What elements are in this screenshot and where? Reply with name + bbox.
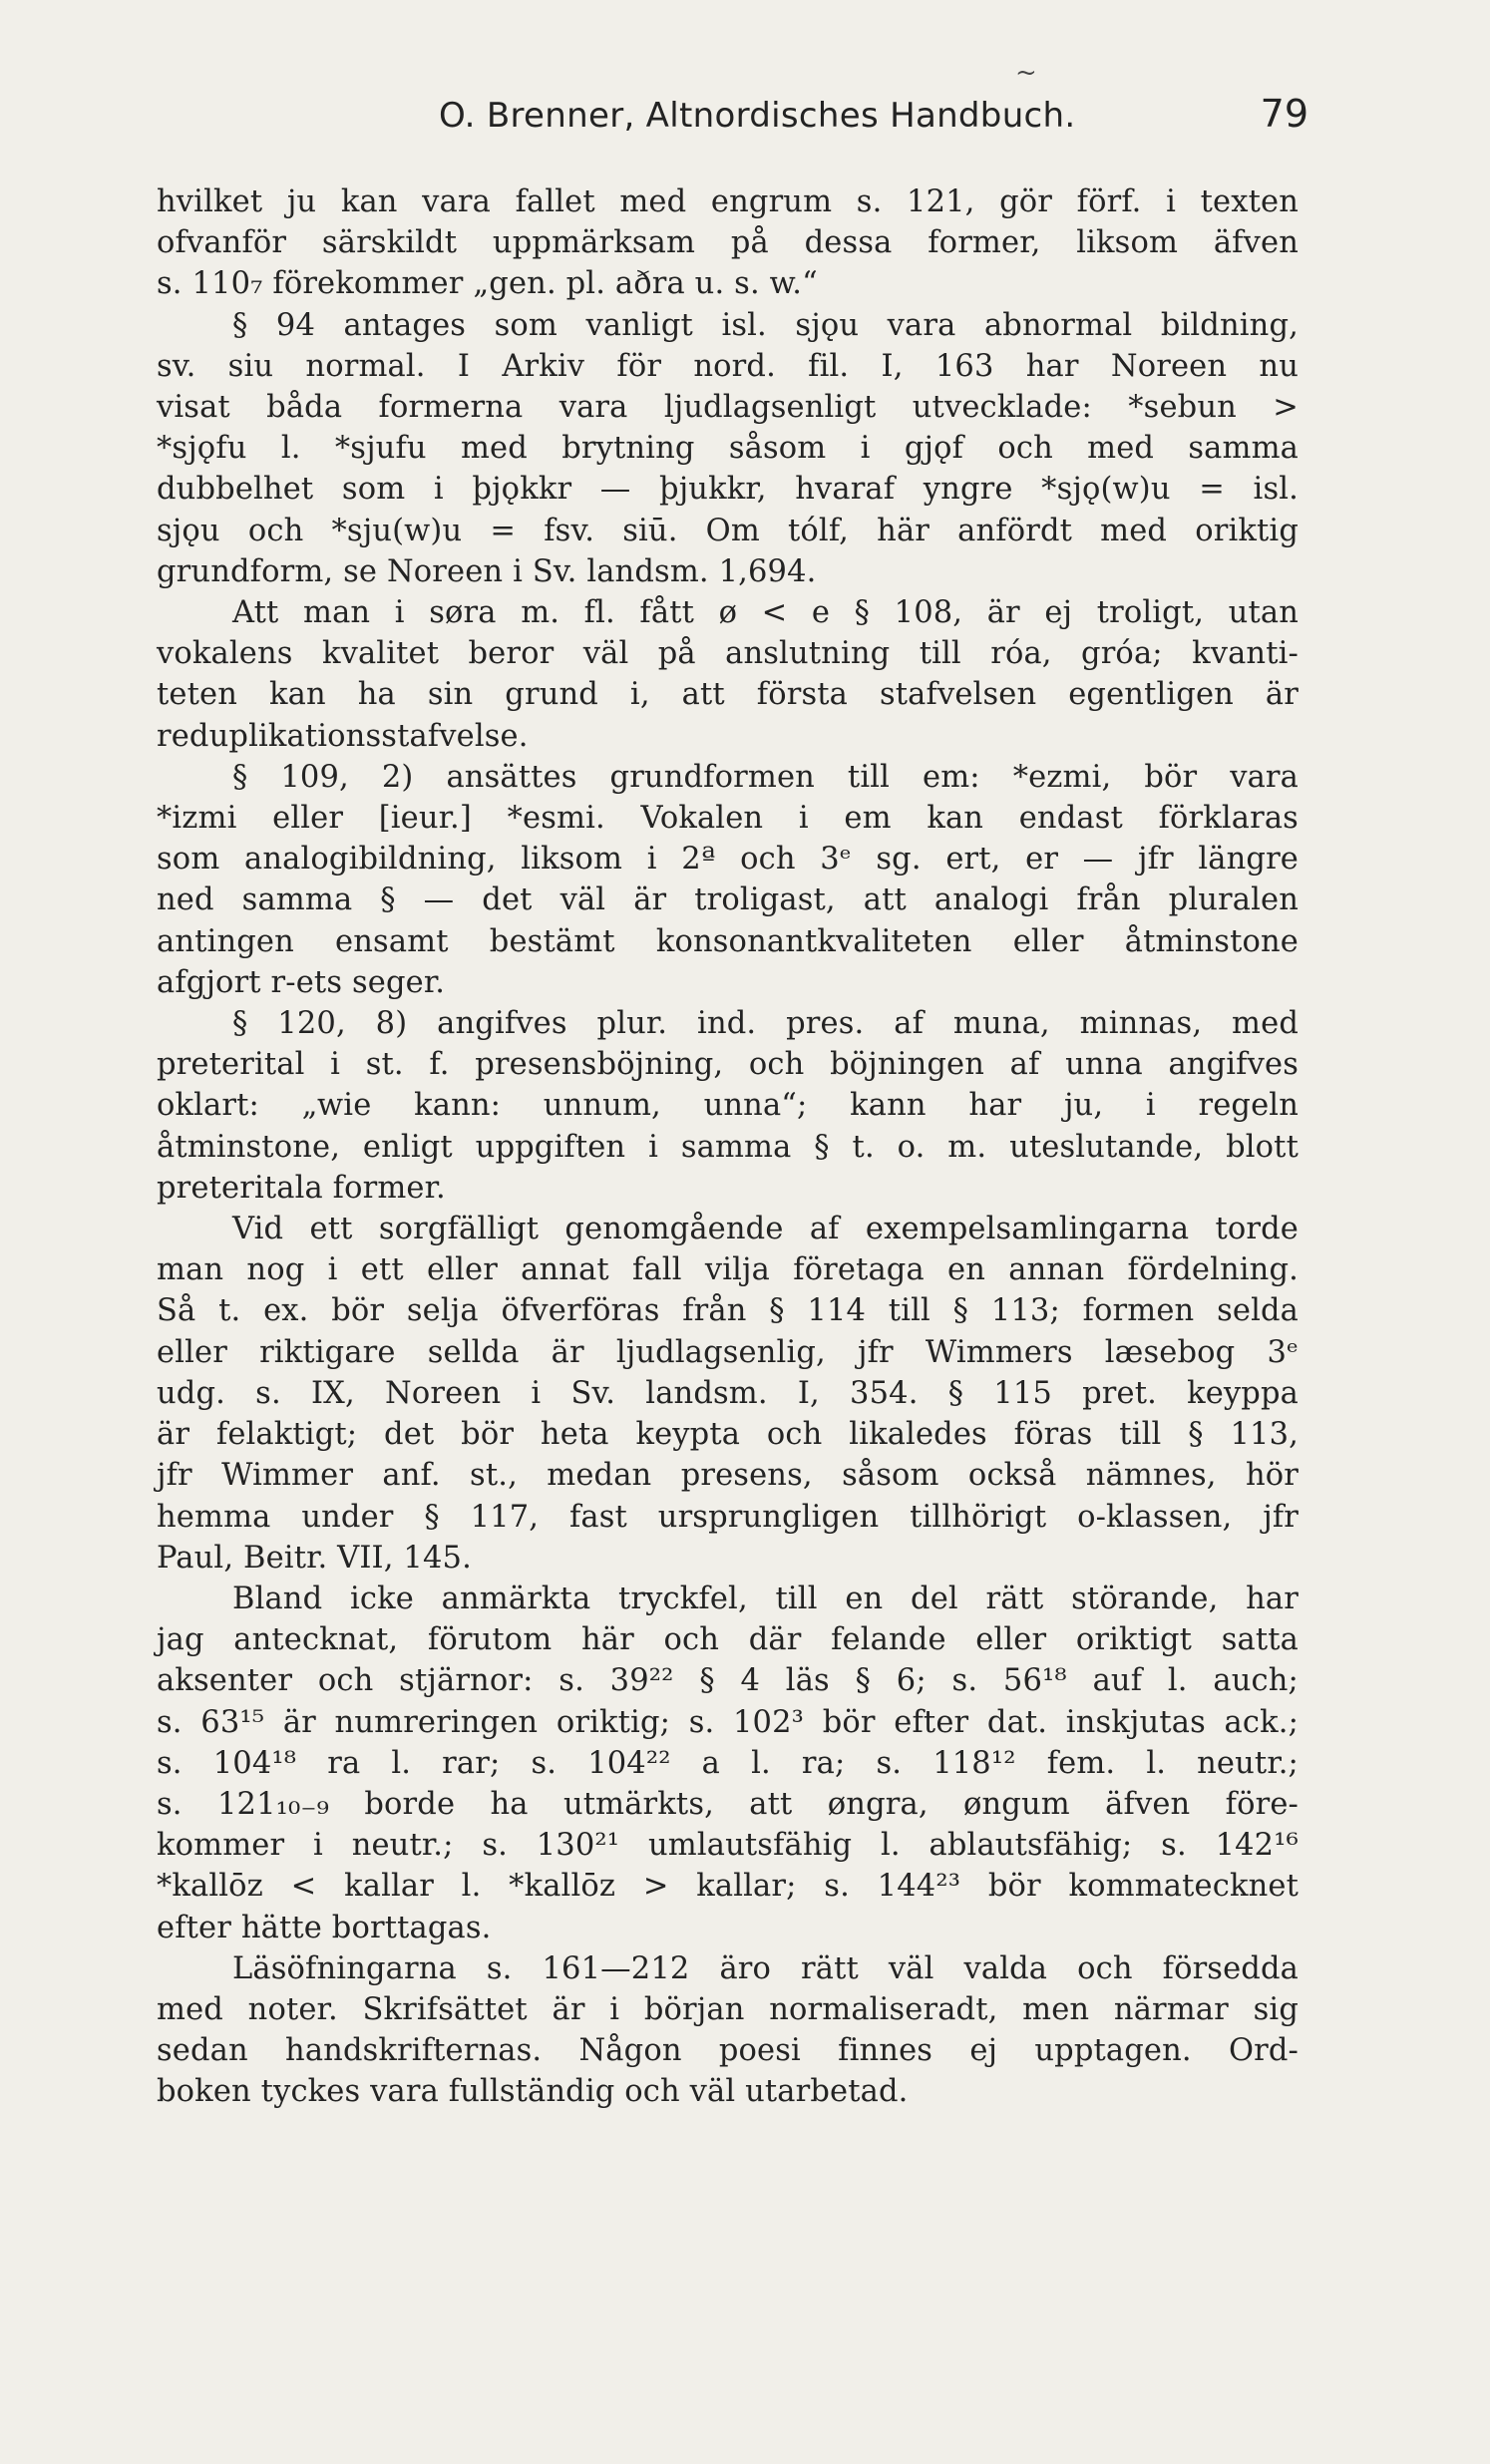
- text-line: antingen ensamt bestämt konsonantkvaliteten eller åtminstone: [157, 923, 1299, 959]
- text-line: aksenter och stjärnor: s. 39²² § 4 läs § 6; s. 56¹⁸ auf l. auch;: [157, 1663, 1299, 1699]
- text-line: ofvanför särskildt uppmärksam på dessa former, liksom äfven: [157, 225, 1299, 261]
- text-line: *kallōz < kallar l. *kallōz > kallar; s. 144²³ bör kommatecknet: [157, 1869, 1299, 1905]
- text-line: teten kan ha sin grund i, att första stafvelsen egentligen är: [157, 677, 1299, 713]
- text-line: s. 121₁₀₋₉ borde ha utmärkts, att øngra, øngum äfven före-: [157, 1786, 1299, 1822]
- text-line: grundform, se Noreen i Sv. landsm. 1,694.: [157, 553, 817, 589]
- text-line: oklart: „wie kann: unnum, unna“; kann har ju, i regeln: [157, 1088, 1299, 1124]
- text-line: jfr Wimmer anf. st., medan presens, såsom också nämnes, hör: [157, 1458, 1299, 1494]
- text-line: udg. s. IX, Noreen i Sv. landsm. I, 354. § 115 pret. keyppa: [157, 1375, 1299, 1411]
- text-line: Så t. ex. bör selja öfverföras från § 114 till § 113; formen selda: [157, 1293, 1299, 1329]
- text-line: § 109, 2) ansättes grundformen till em: *ezmi, bör vara: [232, 759, 1299, 795]
- text-line: Bland icke anmärkta tryckfel, till en del rätt störande, har: [232, 1581, 1299, 1616]
- printer-mark: ~: [1015, 58, 1037, 88]
- text-line: sjǫu och *sju(w)u = fsv. siū. Om tólf, här anfördt med oriktig: [157, 513, 1299, 548]
- text-line: § 94 antages som vanligt isl. sjǫu vara abnormal bildning,: [232, 307, 1299, 343]
- text-body: [157, 181, 1299, 2113]
- text-line: ned samma § — det väl är troligast, att analogi från pluralen: [157, 882, 1299, 918]
- text-line: Vid ett sorgfälligt genomgående af exempelsamlingarna torde: [232, 1212, 1299, 1247]
- text-line: Läsöfningarna s. 161—212 äro rätt väl valda och försedda: [232, 1950, 1299, 1986]
- text-line: Paul, Beitr. VII, 145.: [157, 1540, 472, 1576]
- text-line: eller riktigare sellda är ljudlagsenlig, jfr Wimmers læsebog 3ᵉ: [157, 1334, 1299, 1370]
- text-line: kommer i neutr.; s. 130²¹ umlautsfähig l. ablautsfähig; s. 142¹⁶: [157, 1828, 1299, 1864]
- text-line: afgjort r-ets seger.: [157, 964, 446, 1000]
- text-line: preterital i st. f. presensböjning, och böjningen af unna angifves: [157, 1047, 1299, 1083]
- text-line: Att man i søra m. fl. fått ø < e § 108, är ej troligt, utan: [232, 595, 1299, 631]
- text-line: *sjǫfu l. *sjufu med brytning såsom i gjǫf och med samma: [157, 431, 1299, 467]
- text-line: hemma under § 117, fast ursprungligen tillhörigt o-klassen, jfr: [157, 1499, 1299, 1535]
- text-line: sedan handskrifternas. Någon poesi finnes ej upptagen. Ord-: [157, 2033, 1299, 2069]
- text-line: hvilket ju kan vara fallet med engrum s. 121, gör förf. i texten: [157, 184, 1299, 219]
- text-line: s. 110₇ förekommer „gen. pl. aðra u. s. w.“: [157, 266, 818, 302]
- running-title: O. Brenner, Altnordisches Handbuch.: [439, 96, 1076, 136]
- text-line: efter hätte borttagas.: [157, 1910, 492, 1945]
- text-line: s. 104¹⁸ ra l. rar; s. 104²² a l. ra; s. 118¹² fem. l. neutr.;: [157, 1745, 1299, 1781]
- text-line: boken tyckes vara fullständig och väl utarbetad.: [157, 2074, 909, 2110]
- text-line: åtminstone, enligt uppgiften i samma § t. o. m. uteslutande, blott: [157, 1129, 1299, 1165]
- text-line: jag antecknat, förutom här och där felande eller oriktigt satta: [157, 1622, 1299, 1658]
- text-line: med noter. Skrifsättet är i början normaliseradt, men närmar sig: [157, 1991, 1299, 2027]
- page-number: 79: [1260, 92, 1308, 136]
- text-line: man nog i ett eller annat fall vilja företaga en annan fördelning.: [157, 1252, 1299, 1288]
- text-line: vokalens kvalitet beror väl på anslutning till róa, gróa; kvanti-: [157, 636, 1299, 672]
- text-line: är felaktigt; det bör heta keypta och likaledes föras till § 113,: [157, 1417, 1299, 1453]
- text-line: s. 63¹⁵ är numreringen oriktig; s. 102³ bör efter dat. inskjutas ack.;: [157, 1704, 1299, 1740]
- text-line: *izmi eller [ieur.] *esmi. Vokalen i em kan endast förklaras: [157, 801, 1299, 837]
- running-header: [439, 92, 1308, 146]
- text-line: § 120, 8) angifves plur. ind. pres. af muna, minnas, med: [232, 1006, 1299, 1042]
- text-line: reduplikationsstafvelse.: [157, 718, 529, 754]
- text-line: som analogibildning, liksom i 2ª och 3ᵉ sg. ert, er — jfr längre: [157, 842, 1299, 878]
- text-line: preteritala former.: [157, 1170, 446, 1206]
- text-line: dubbelhet som i þjǫkkr — þjukkr, hvaraf yngre *sjǫ(w)u = isl.: [157, 472, 1299, 508]
- text-line: sv. siu normal. I Arkiv för nord. fil. I, 163 har Noreen nu: [157, 348, 1299, 384]
- text-line: visat båda formerna vara ljudlagsenligt utvecklade: *sebun >: [157, 390, 1299, 426]
